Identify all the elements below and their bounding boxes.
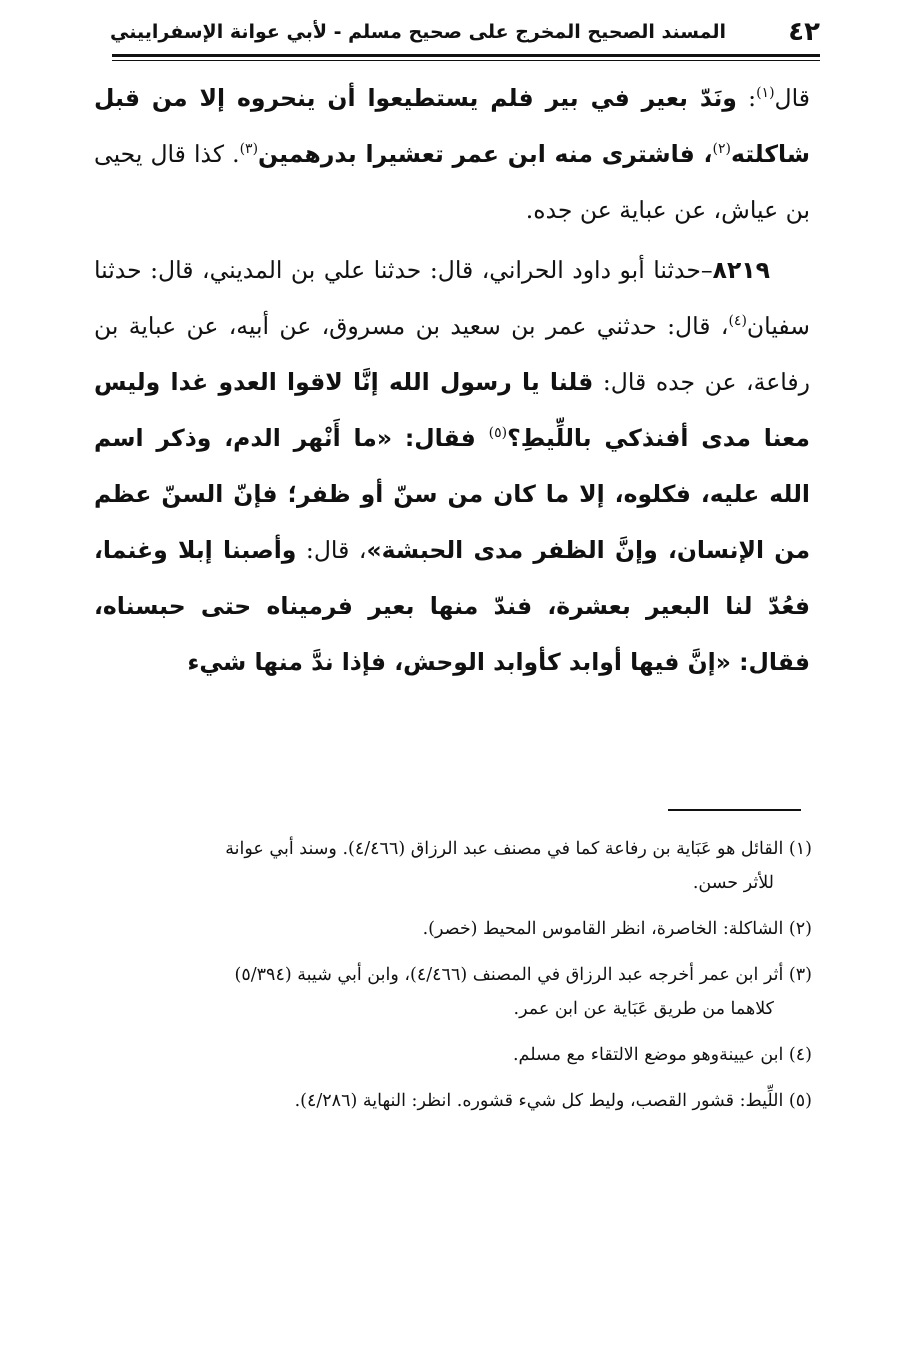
footnote-4 bbox=[92, 1038, 812, 1072]
hadith-text-bold: قلنا يا رسول الله إنَّا لاقوا العدو غدا وليس معنا مدى أفنذكي باللِّيطِ؟ bbox=[94, 368, 810, 452]
hadith-text-bold: ، فاشترى منه ابن عمر تعشيرا بدرهمين bbox=[258, 140, 713, 168]
hadith-text-bold: فقال: bbox=[392, 424, 489, 452]
paragraph-2 bbox=[94, 242, 810, 690]
footnote-line: كلاهما من طريق عَبَاية عن ابن عمر. bbox=[513, 999, 774, 1019]
footnote-line: (٥) اللِّيط: قشور القصب، وليط كل شيء قشوره. انظر: النهاية (٤/٢٨٦). bbox=[294, 1091, 812, 1111]
hadith-text-bold: ونَدّ بعير في بير فلم يستطيعوا أن ينحروه إلا من قبل شاكلته bbox=[94, 84, 810, 168]
footnote-separator bbox=[668, 809, 801, 811]
text-run: : bbox=[736, 84, 757, 112]
footnote-1 bbox=[92, 832, 812, 900]
page-number: ٤٢ bbox=[788, 17, 820, 47]
footnote-line: (٤) ابن عيينةوهو موضع الالتقاء مع مسلم. bbox=[512, 1045, 812, 1065]
footnote-ref-4: (٤) bbox=[728, 313, 747, 330]
footnote-5 bbox=[92, 1084, 812, 1118]
header-rule bbox=[112, 54, 820, 57]
paragraph-1 bbox=[94, 70, 810, 238]
isnad-text: –حدثنا أبو داود الحراني، قال: حدثنا علي بن المديني، قال: حدثنا سفيان bbox=[94, 256, 810, 340]
footnote-ref-5: (٥) bbox=[488, 425, 508, 442]
footnote-3 bbox=[92, 958, 812, 1026]
hadith-text-bold: «ما أَنْهر الدم، وذكر اسم الله عليه، فكلوه، إلا ما كان من سنّ أو ظفر؛ فإنّ السنّ عظم من الإنسان، وإنَّ الظفر مدى الحبشة» bbox=[94, 424, 810, 564]
text-run: . كذا قال يحيى بن عياش، عن عباية عن جده. bbox=[94, 140, 810, 224]
text-run: ، قال: bbox=[296, 536, 367, 564]
running-title: المسند الصحيح المخرج على صحيح مسلم - لأبي عوانة الإسفراييني bbox=[110, 21, 726, 43]
footnote-ref-2: (٢) bbox=[712, 141, 731, 158]
header-rule-thin bbox=[112, 60, 820, 61]
hadith-text-bold: وأصبنا إبلا وغنما، فعُدّ لنا البعير بعشرة، فندّ منها بعير فرميناه حتى حبسناه، فقال: «إنَّ فيها أوابد كأوابد الوحش، فإذا ندَّ منها شيء bbox=[94, 536, 810, 676]
text-run: قال bbox=[774, 84, 811, 112]
footnote-2 bbox=[92, 912, 812, 946]
footnotes bbox=[92, 832, 812, 1130]
footnote-ref-3: (٣) bbox=[239, 141, 259, 158]
page-header bbox=[110, 14, 820, 50]
hadith-number: ٨٢١٩ bbox=[712, 256, 770, 284]
footnote-line: (٣) أثر ابن عمر أخرجه عبد الرزاق في المصنف (٤/٤٦٦)، وابن أبي شيبة (٥/٣٩٤) bbox=[234, 965, 812, 985]
main-text bbox=[94, 70, 810, 690]
footnote-line: للأثر حسن. bbox=[692, 873, 774, 893]
footnote-line: (٢) الشاكلة: الخاصرة، انظر القاموس المحيط (خصر). bbox=[422, 919, 812, 939]
footnote-ref-1: (١) bbox=[756, 85, 775, 102]
footnote-line: (١) القائل هو عَبَاية بن رفاعة كما في مصنف عبد الرزاق (٤/٤٦٦). وسند أبي عوانة bbox=[225, 839, 812, 859]
isnad-text: ، قال: حدثني عمر بن سعيد بن مسروق، عن أبيه، عن عباية بن رفاعة، عن جده قال: bbox=[94, 312, 810, 396]
